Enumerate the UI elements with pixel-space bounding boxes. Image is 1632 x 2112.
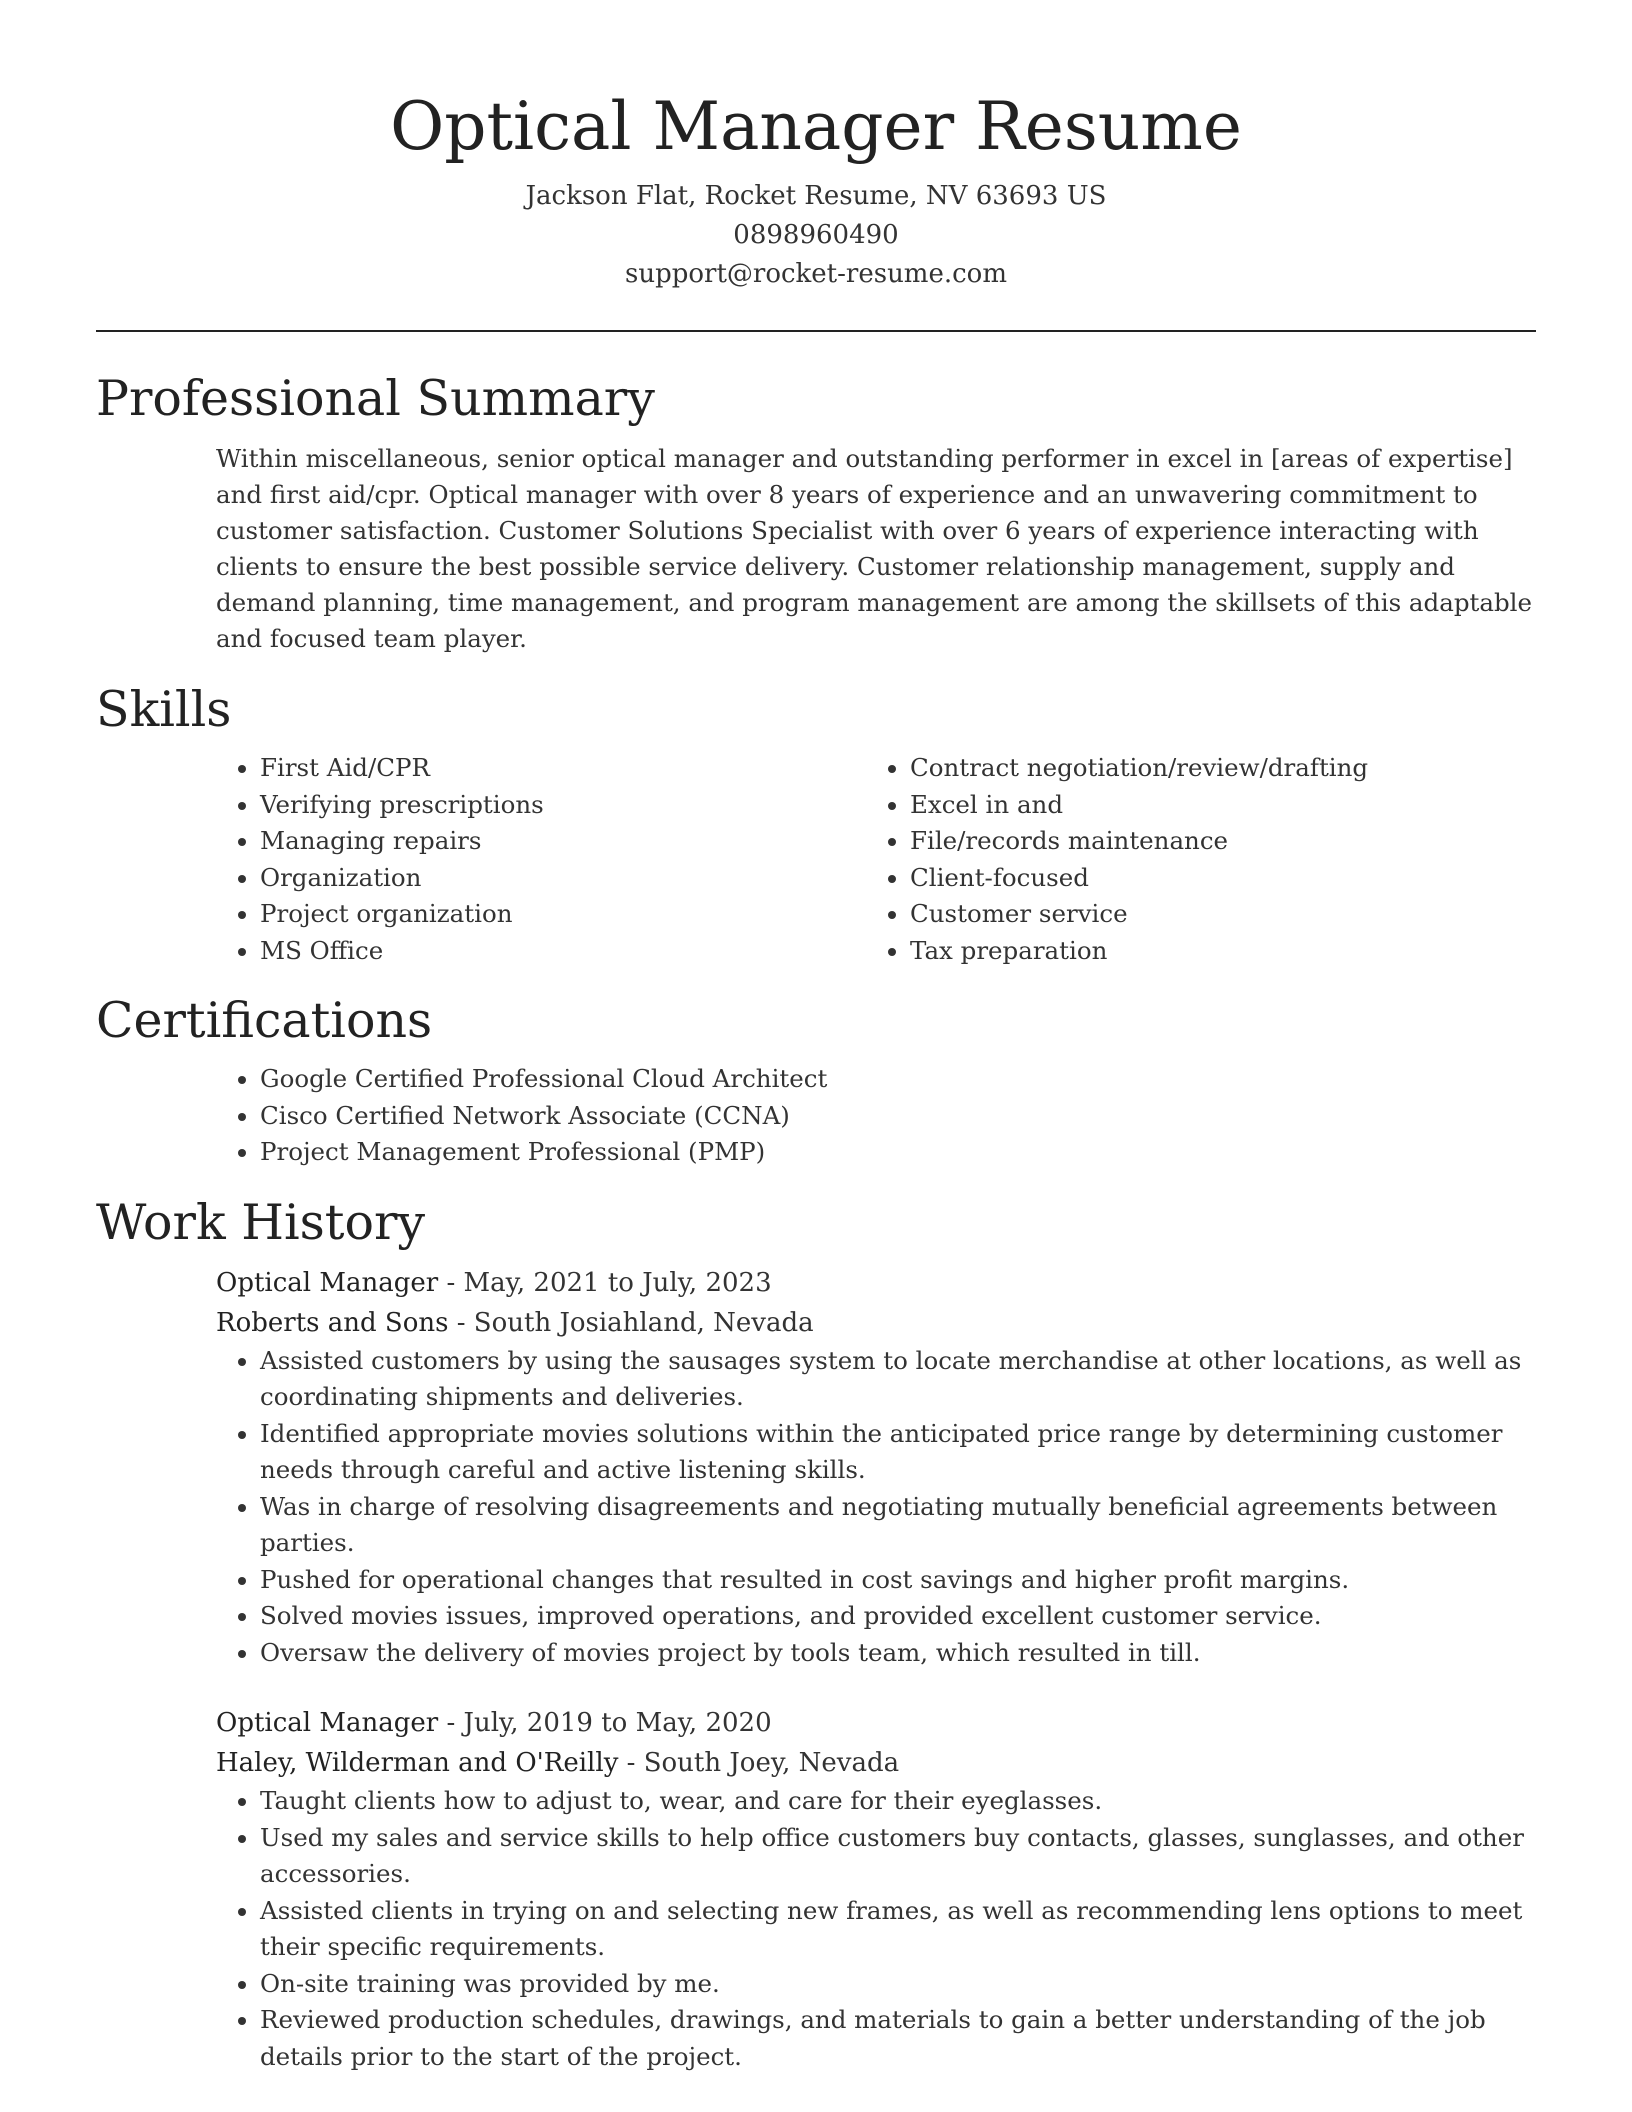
contact-address: Jackson Flat, Rocket Resume, NV 63693 US [525, 181, 1107, 211]
list-item: • Customer service [910, 896, 1516, 933]
list-item: • Project Management Professional (PMP) [260, 1134, 1536, 1171]
list-item: • Google Certified Professional Cloud Architect [260, 1061, 1536, 1098]
list-item: • Oversaw the delivery of movies project by tools team, which resulted in till. [260, 1635, 1536, 1672]
list-item: • Excel in and [910, 787, 1516, 824]
list-item: • On-site training was provided by me. [260, 1966, 1536, 2003]
job-entry [216, 1703, 1536, 2075]
job-location: South Josiahland, Nevada [473, 1307, 814, 1338]
resume-title: Optical Manager Resume [390, 88, 1242, 165]
job-role: Optical Manager [216, 1267, 439, 1298]
job-dates: May, 2021 to July, 2023 [463, 1267, 772, 1298]
list-item: • Assisted customers by using the sausages system to locate merchandise at other locations, as well as coordinating shipments and deliveries. [260, 1343, 1536, 1416]
job-company: Roberts and Sons [216, 1307, 449, 1338]
list-item: • Used my sales and service skills to help office customers buy contacts, glasses, sunglasses, and other accessories. [260, 1820, 1536, 1893]
list-item: • File/records maintenance [910, 823, 1516, 860]
contact-phone: 0898960490 [733, 220, 899, 250]
resume-page [96, 0, 1536, 2075]
list-item: • First Aid/CPR [260, 750, 866, 787]
job-role: Optical Manager [216, 1708, 439, 1738]
list-item: • Client-focused [910, 860, 1516, 897]
list-item: • Identified appropriate movies solutions within the anticipated price range by determining customer needs through careful and active listening skills. [260, 1416, 1536, 1489]
skills-column-left [216, 750, 866, 969]
list-item: • Taught clients how to adjust to, wear, and care for their eyeglasses. [260, 1783, 1536, 1820]
list-item: • Contract negotiation/review/drafting [910, 750, 1516, 787]
summary-heading: Professional Summary [96, 370, 655, 427]
work-history-heading: Work History [96, 1193, 426, 1251]
job-bullets [216, 1783, 1536, 2075]
skills-heading: Skills [96, 681, 232, 738]
job-dates: July, 2019 to May, 2020 [463, 1708, 772, 1738]
resume-header [96, 0, 1536, 294]
list-item: • Verifying prescriptions [260, 787, 866, 824]
job-entry [216, 1263, 1536, 1672]
list-item: • Organization [260, 860, 866, 897]
summary-text: Within miscellaneous, senior optical manager and outstanding performer in excel in [areas of expertise] and first aid/cpr. Optical manager with over 8 years of experience and an unwavering commitment to customer satisfaction. Customer Solutions Specialist with over 6 years of experience interacting with clients to ensure the best possible service delivery. Customer relationship management, supply and demand planning, time management, and program management are among the skillsets of this adaptable and focused team player. [216, 444, 1532, 653]
list-item: • Tax preparation [910, 933, 1516, 970]
job-company-line: Roberts and Sons - South Josiahland, Nevada [216, 1307, 814, 1338]
skills-columns [216, 750, 1536, 969]
list-item: • MS Office [260, 933, 866, 970]
skills-column-right [866, 750, 1516, 969]
header-divider [96, 330, 1536, 332]
list-item: • Project organization [260, 896, 866, 933]
list-item: • Solved movies issues, improved operations, and provided excellent customer service. [260, 1598, 1536, 1635]
contact-email: support@rocket-resume.com [624, 259, 1007, 289]
job-company: Haley, Wilderman and O'Reilly [216, 1748, 619, 1778]
list-item: • Was in charge of resolving disagreements and negotiating mutually beneficial agreements between parties. [260, 1489, 1536, 1562]
list-item: • Managing repairs [260, 823, 866, 860]
list-item: • Assisted clients in trying on and selecting new frames, as well as recommending lens options to meet their specific requirements. [260, 1893, 1536, 1966]
job-title-line: Optical Manager - July, 2019 to May, 2020 [216, 1708, 772, 1738]
list-item: • Cisco Certified Network Associate (CCNA) [260, 1098, 1536, 1135]
certifications-list [216, 1061, 1536, 1171]
list-item: • Pushed for operational changes that resulted in cost savings and higher profit margins. [260, 1562, 1536, 1599]
certifications-heading: Certifications [96, 992, 433, 1049]
job-bullets [216, 1343, 1536, 1672]
skills-list-right [866, 750, 1516, 969]
job-company-line: Haley, Wilderman and O'Reilly - South Joey, Nevada [216, 1748, 900, 1778]
list-item: • Reviewed production schedules, drawings, and materials to gain a better understanding of the job details prior to the start of the project. [260, 2002, 1536, 2075]
job-location: South Joey, Nevada [643, 1748, 900, 1778]
skills-list-left [216, 750, 866, 969]
job-title-line: Optical Manager - May, 2021 to July, 2023 [216, 1267, 772, 1298]
